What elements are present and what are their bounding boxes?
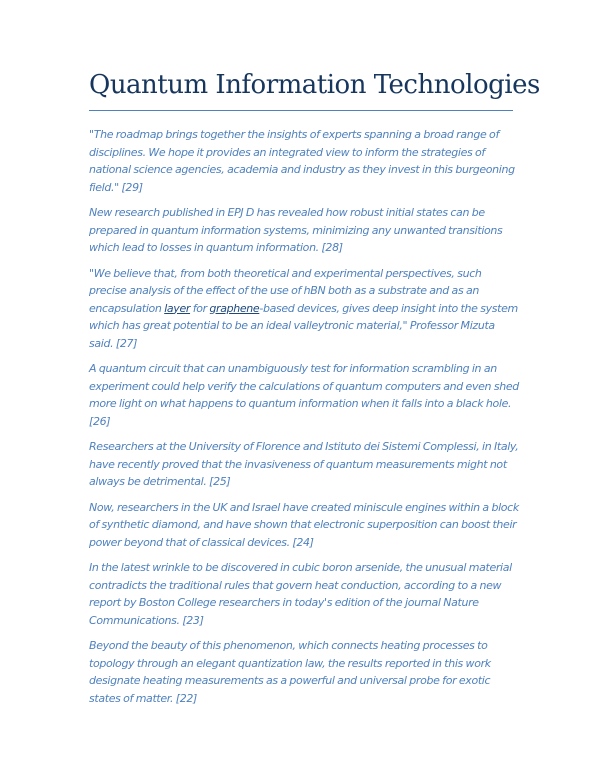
paragraph-25: Researchers at the University of Florence and Istituto dei Sistemi Complessi, in Italy, have recently proved that the invasiveness of quantum measurements might not always be detrimental. [25] [89, 440, 519, 488]
paragraph-27-text-between: for [190, 301, 210, 315]
layer-link[interactable]: layer [164, 301, 191, 315]
graphene-link[interactable]: graphene [209, 301, 260, 315]
paragraph-27 [89, 265, 519, 353]
paragraph-26: A quantum circuit that can unambiguously test for information scrambling in an experiment could help verify the calculations of quantum computers and even shed more light on what happens to quantum information when it falls into a black hole. [26] [89, 362, 519, 428]
paragraph-22: Beyond the beauty of this phenomenon, which connects heating processes to topology through an elegant quantization law, the results reported in this work designate heating measurements as a powerful and universal probe for exotic states of matter. [22] [89, 639, 491, 705]
paragraph-27-text-before: "We believe that, from both theoretical and experimental perspectives, such precise analysis of the effect of the use of hBN both as a substrate and as an encapsulation [89, 266, 482, 315]
paragraph-28: New research published in EPJ D has revealed how robust initial states can be prepared in quantum information systems, minimizing any unwanted transitions which lead to losses in quantum information. [28] [89, 206, 503, 254]
paragraph-27-text-after: -based devices, gives deep insight into the system which has great potential to be an ideal valleytronic material," Professor Mizuta said. [27] [89, 301, 518, 350]
page-title: Quantum Information Technologies [89, 70, 540, 100]
title-underline-divider [89, 110, 513, 111]
document-body [89, 126, 519, 715]
paragraph-29: "The roadmap brings together the insights of experts spanning a broad range of disciplines. We hope it provides an integrated view to inform the strategies of national science agencies, academia and industry as they invest in this burgeoning field." [29] [89, 128, 515, 194]
paragraph-23: In the latest wrinkle to be discovered in cubic boron arsenide, the unusual material contradicts the traditional rules that govern heat conduction, according to a new report by Boston College researchers in today's edition of the journal Nature Communications. [23] [89, 561, 512, 627]
paragraph-24: Now, researchers in the UK and Israel have created miniscule engines within a block of synthetic diamond, and have shown that electronic superposition can boost their power beyond that of classical devices. [24] [89, 500, 519, 549]
